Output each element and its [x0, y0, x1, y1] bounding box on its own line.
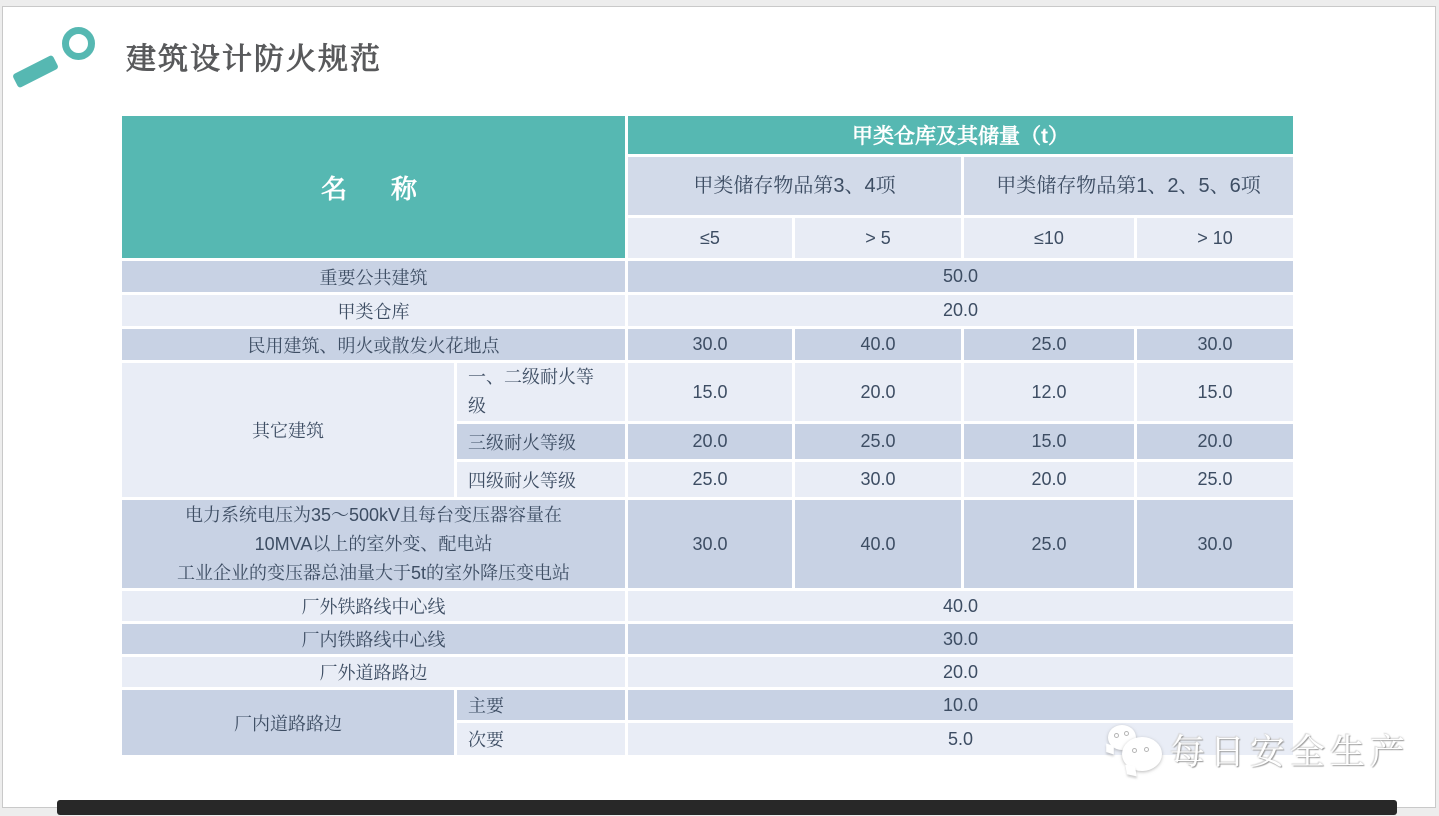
row-value: 30.0 [1137, 500, 1293, 588]
row-sublabel: 主要 [457, 690, 625, 720]
page-title: 建筑设计防火规范 [126, 43, 382, 76]
watermark-text: 每日安全生产 [1170, 733, 1411, 772]
bottom-bar [57, 800, 1397, 815]
row-label: 甲类仓库 [122, 295, 625, 326]
row-label-line: 10MVA以上的室外变、配电站 [254, 533, 493, 554]
row-value: 30.0 [628, 624, 1293, 654]
table-row [122, 363, 1293, 421]
group-header-items-1-2-5-6: 甲类储存物品第1、2、5、6项 [964, 157, 1293, 215]
unit-header: ≤10 [964, 218, 1134, 258]
row-sublabel: 四级耐火等级 [457, 462, 625, 497]
table-row [122, 624, 1293, 654]
row-group-label: 其它建筑 [122, 363, 454, 497]
row-value: 25.0 [964, 329, 1134, 360]
table-row [122, 690, 1293, 720]
row-value: 30.0 [795, 462, 961, 497]
group-header-items-3-4: 甲类储存物品第3、4项 [628, 157, 961, 215]
row-label: 厂内铁路线中心线 [122, 624, 625, 654]
row-label [122, 500, 625, 588]
row-value: 20.0 [795, 363, 961, 421]
row-value: 25.0 [1137, 462, 1293, 497]
row-label: 厂外道路路边 [122, 657, 625, 687]
row-value: 10.0 [628, 690, 1293, 720]
table-row [122, 657, 1293, 687]
unit-header: > 10 [1137, 218, 1293, 258]
row-value: 25.0 [628, 462, 792, 497]
row-value: 30.0 [628, 500, 792, 588]
row-label-line: 工业企业的变压器总油量大于5t的室外降压变电站 [176, 562, 570, 583]
row-label-line: 电力系统电压为35～500kV且每台变压器容量在 [184, 504, 563, 525]
main-header: 甲类仓库及其储量（t） [628, 116, 1293, 154]
row-value: 25.0 [964, 500, 1134, 588]
row-value: 20.0 [628, 424, 792, 459]
wechat-icon [1104, 721, 1170, 779]
row-value: 20.0 [628, 295, 1293, 326]
row-sublabel: 次要 [457, 723, 625, 755]
row-value: 30.0 [628, 329, 792, 360]
magnifier-ring [62, 27, 95, 60]
magnifier-handle [12, 55, 59, 89]
row-sublabel-text: 一、二级耐火等级 [468, 367, 594, 416]
unit-header: > 5 [795, 218, 961, 258]
row-value: 40.0 [628, 591, 1293, 621]
row-value: 15.0 [964, 424, 1134, 459]
row-sublabel: 三级耐火等级 [457, 424, 625, 459]
watermark [1104, 718, 1411, 782]
name-column-header: 名 称 [122, 116, 625, 258]
row-label: 厂外铁路线中心线 [122, 591, 625, 621]
row-value: 15.0 [1137, 363, 1293, 421]
row-label: 民用建筑、明火或散发火花地点 [122, 329, 625, 360]
fire-distance-table [119, 113, 1296, 758]
row-sublabel [457, 363, 625, 421]
table-row [122, 500, 1293, 588]
unit-header: ≤5 [628, 218, 792, 258]
row-group-label: 厂内道路路边 [122, 690, 454, 755]
row-value: 40.0 [795, 329, 961, 360]
magnifier-icon [10, 22, 110, 96]
row-value: 25.0 [795, 424, 961, 459]
row-value: 50.0 [628, 261, 1293, 292]
row-value: 20.0 [628, 657, 1293, 687]
table-row [122, 261, 1293, 292]
row-value: 20.0 [964, 462, 1134, 497]
table-row [122, 591, 1293, 621]
row-value: 12.0 [964, 363, 1134, 421]
row-value: 20.0 [1137, 424, 1293, 459]
row-label: 重要公共建筑 [122, 261, 625, 292]
table-row [122, 295, 1293, 326]
row-value: 15.0 [628, 363, 792, 421]
row-value: 40.0 [795, 500, 961, 588]
row-value: 5.0 [628, 723, 1293, 755]
table-row [122, 329, 1293, 360]
row-value: 30.0 [1137, 329, 1293, 360]
